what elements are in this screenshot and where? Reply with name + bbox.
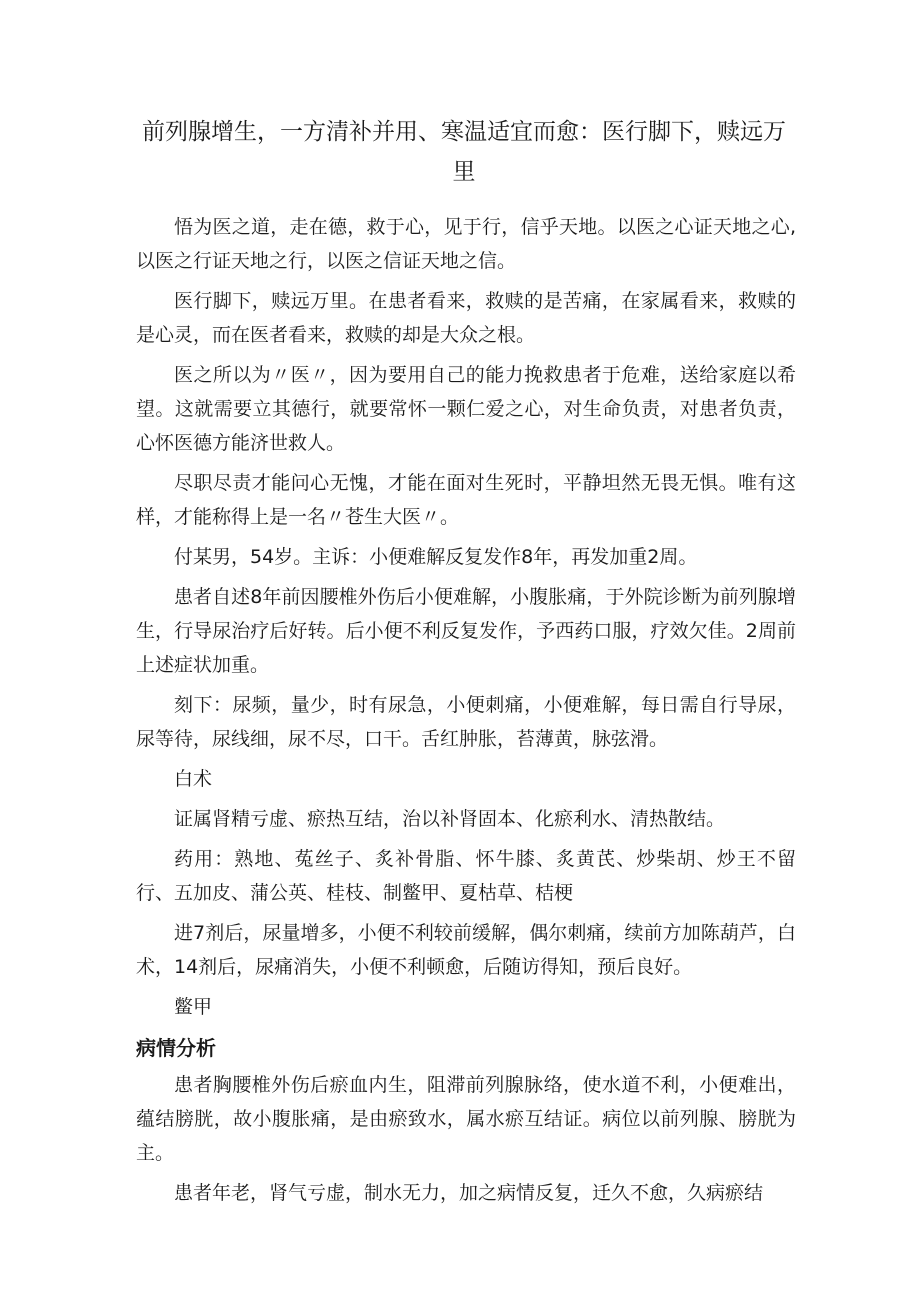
paragraph-diagnosis: 证属肾精亏虚、瘀热互结，治以补肾固本、化瘀利水、清热散结。 — [174, 808, 726, 830]
paragraph-intro-1: 悟为医之道，走在德，救于心，见于行，信乎天地。以医之心证天地之心,以医之行证天地之行，以医之信证天地之信。 — [136, 216, 796, 272]
paragraph-intro-4: 尽职尽责才能问心无愧，才能在面对生死时，平静坦然无畏无惧。唯有这样，才能称得上是一名〃苍生大医〃。 — [136, 472, 796, 528]
paragraph-analysis-2: 患者年老，肾气亏虚，制水无力，加之病情反复，迁久不愈，久病瘀结 — [174, 1182, 764, 1204]
paragraph-followup: 进7剂后，尿量增多，小便不利较前缓解，偶尔刺痛，续前方加陈葫芦，白术，14剂后，尿痛消失，小便不利顿愈，后随访得知，预后良好。 — [136, 922, 796, 978]
document-title: 前列腺增生，一方清补并用、寒温适宜而愈：医行脚下，赎远万里 — [142, 119, 786, 185]
document-body — [136, 210, 796, 1216]
paragraph-herb-baizhu: 白术 — [174, 768, 213, 790]
paragraph-intro-2: 医行脚下，赎远万里。在患者看来，救赎的是苦痛，在家属看来，救赎的是心灵，而在医者看来，救赎的却是大众之根。 — [136, 290, 796, 346]
paragraph-analysis-1: 患者胸腰椎外伤后瘀血内生，阻滞前列腺脉络，使水道不利，小便难出，蕴结膀胱，故小腹胀痛，是由瘀致水，属水瘀互结证。病位以前列腺、膀胱为主。 — [136, 1074, 796, 1164]
paragraph-prescription: 药用：熟地、菟丝子、炙补骨脂、怀牛膝、炙黄芪、炒柴胡、炒王不留行、五加皮、蒲公英、桂枝、制鳖甲、夏枯草、桔梗 — [136, 848, 796, 904]
paragraph-intro-3: 医之所以为〃医〃，因为要用自己的能力挽救患者于危难，送给家庭以希望。这就需要立其德行，就要常怀一颗仁爱之心，对生命负责，对患者负责，心怀医德方能济世救人。 — [136, 364, 796, 454]
section-heading-analysis: 病情分析 — [136, 1036, 216, 1060]
paragraph-symptoms: 刻下：尿频，量少，时有尿急，小便刺痛，小便难解，每日需自行导尿，尿等待，尿线细，尿不尽，口干。舌红肿胀，苔薄黄，脉弦滑。 — [136, 694, 796, 750]
paragraph-herb-biejia: 鳖甲 — [174, 996, 213, 1018]
paragraph-history: 患者自述8年前因腰椎外伤后小便难解，小腹胀痛，于外院诊断为前列腺增生，行导尿治疗后好转。后小便不利反复发作，予西药口服，疗效欠佳。2周前上述症状加重。 — [136, 586, 796, 676]
paragraph-patient-info: 付某男，54岁。主诉：小便难解反复发作8年，再发加重2周。 — [174, 546, 698, 568]
